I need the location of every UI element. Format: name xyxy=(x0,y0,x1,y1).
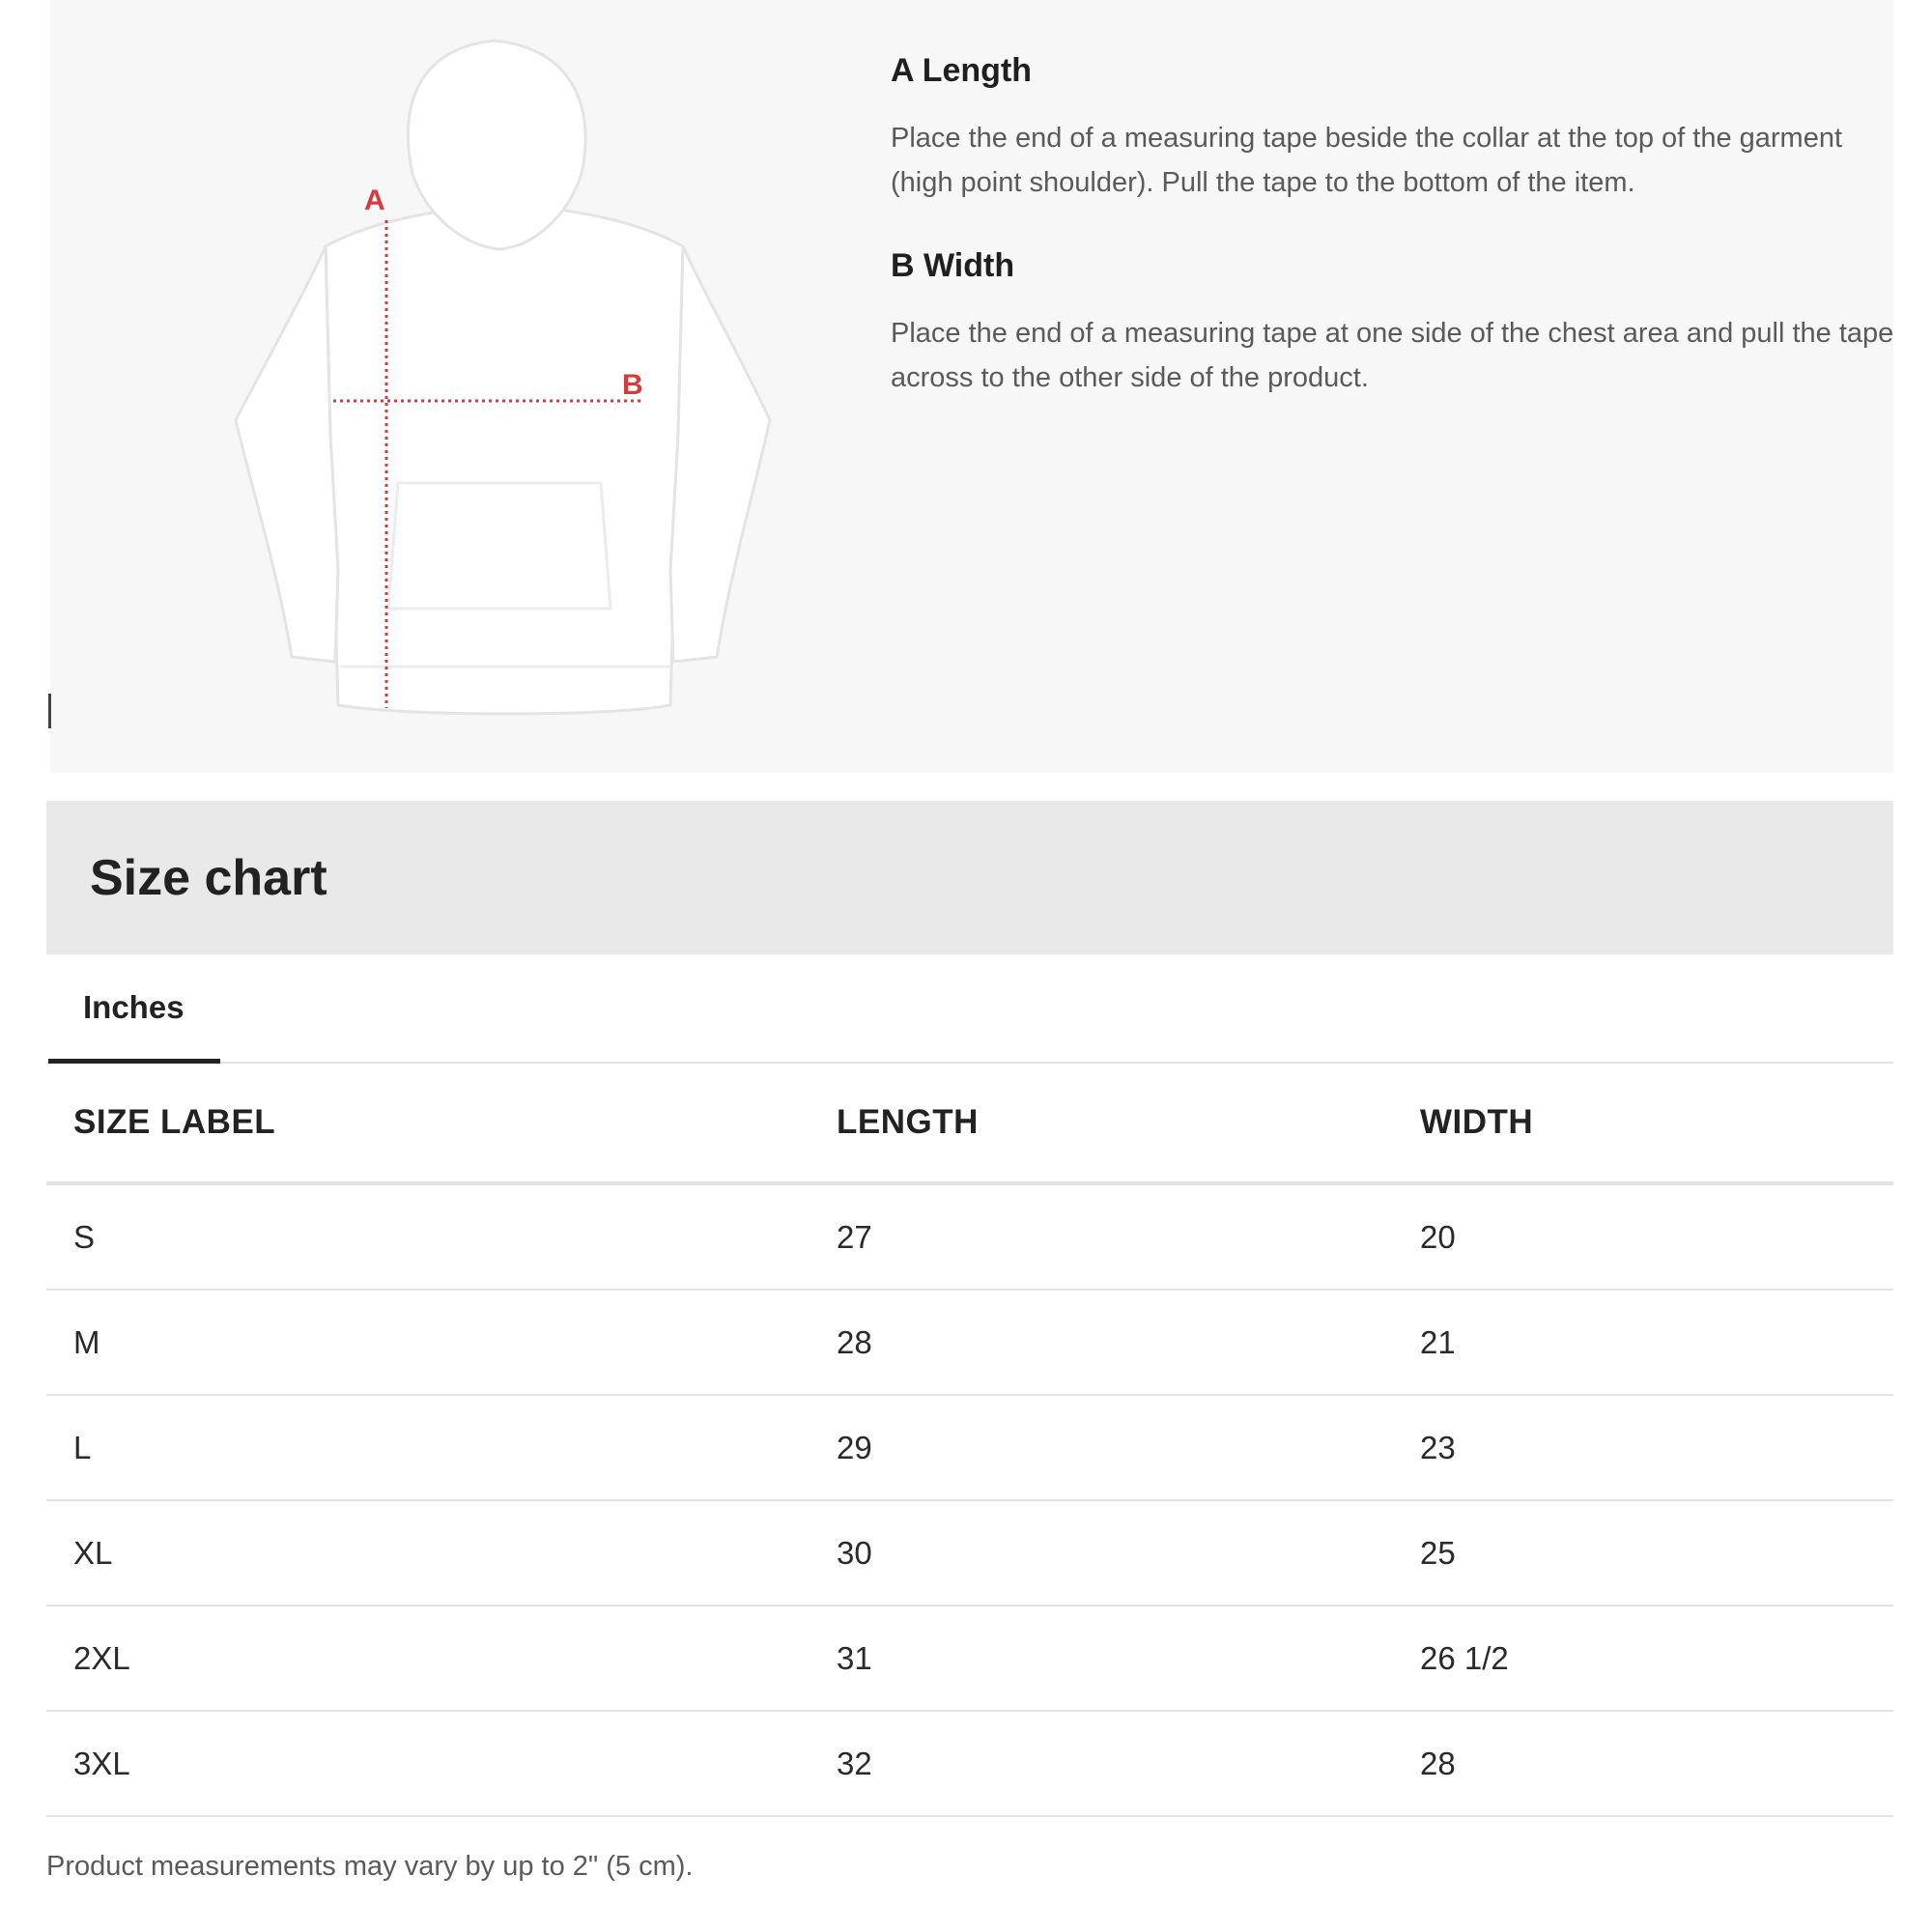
tab-inches[interactable] xyxy=(48,966,220,1062)
length-cell: 30 xyxy=(810,1500,1393,1605)
measurement-footnote: Product measurements may vary by up to 2" (5 cm). xyxy=(46,1851,694,1882)
length-cell: 29 xyxy=(810,1395,1393,1500)
length-cell: 32 xyxy=(810,1711,1393,1816)
table-header-row xyxy=(46,1064,1893,1183)
width-description: Place the end of a measuring tape at one side of the chest area and pull the tape across to the other side of the product. xyxy=(891,318,1894,393)
length-heading: A Length xyxy=(891,52,1033,89)
hoodie-body xyxy=(326,208,683,714)
hoodie-left-sleeve xyxy=(236,246,338,662)
length-cell: 27 xyxy=(810,1183,1393,1290)
width-cell: 23 xyxy=(1393,1395,1893,1500)
marker-b-label: B xyxy=(622,369,643,401)
column-header-size-label: SIZE LABEL xyxy=(46,1064,810,1183)
width-cell: 20 xyxy=(1393,1183,1893,1290)
length-description: Place the end of a measuring tape beside the collar at the top of the garment (high point shoulder). Pull the tape to the bottom of the item. xyxy=(891,123,1843,198)
unit-tab-bar xyxy=(46,966,1893,1064)
hoodie-measurement-diagram xyxy=(224,29,784,724)
tab-inches-label: Inches xyxy=(83,989,185,1025)
width-cell: 21 xyxy=(1393,1290,1893,1395)
size-table xyxy=(46,1064,1893,1817)
column-header-length: LENGTH xyxy=(810,1064,1393,1183)
table-row xyxy=(46,1290,1893,1395)
column-header-width: WIDTH xyxy=(1393,1064,1893,1183)
size-label-cell: XL xyxy=(46,1500,810,1605)
size-label-cell: 2XL xyxy=(46,1605,810,1711)
size-label-cell: 3XL xyxy=(46,1711,810,1816)
size-label-cell: M xyxy=(46,1290,810,1395)
size-label-cell: S xyxy=(46,1183,810,1290)
table-row xyxy=(46,1183,1893,1290)
measurement-instructions xyxy=(891,48,1895,439)
width-cell: 26 1/2 xyxy=(1393,1605,1893,1711)
measurement-guide-panel xyxy=(50,0,1893,773)
table-row xyxy=(46,1711,1893,1816)
size-label-cell: L xyxy=(46,1395,810,1500)
text-cursor-mark xyxy=(48,694,51,728)
length-cell: 31 xyxy=(810,1605,1393,1711)
marker-a-label: A xyxy=(364,185,385,216)
width-heading: B Width xyxy=(891,247,1015,284)
hoodie-illustration xyxy=(236,41,770,714)
table-row xyxy=(46,1395,1893,1500)
table-row xyxy=(46,1605,1893,1711)
table-row xyxy=(46,1500,1893,1605)
hoodie-right-sleeve xyxy=(670,246,770,662)
size-chart-header xyxy=(46,801,1893,954)
size-chart-title: Size chart xyxy=(90,850,327,906)
width-cell: 28 xyxy=(1393,1711,1893,1816)
length-cell: 28 xyxy=(810,1290,1393,1395)
width-cell: 25 xyxy=(1393,1500,1893,1605)
